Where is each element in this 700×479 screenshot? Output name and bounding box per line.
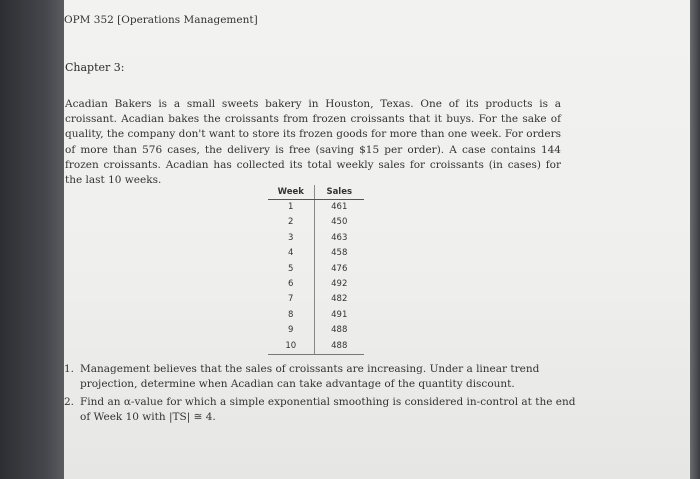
sales-cell: 488 (331, 340, 348, 351)
sales-cell: 463 (331, 232, 348, 243)
sales-cell: 492 (331, 278, 348, 289)
question-text: Find an α-value for which a simple exponential smoothing is considered in-control at the end of Week 10 with |TS| ≅ 4. (80, 396, 576, 423)
question-item (64, 362, 584, 391)
week-cell: 8 (268, 308, 315, 323)
week-cell: 2 (268, 215, 315, 230)
week-column-header: Week (268, 185, 315, 199)
problem-description: Acadian Bakers is a small sweets bakery in Houston, Texas. One of its products is a croissant. Acadian bakes the croissants from frozen croissants that it buys. For the sake of quality, the company don't want to store its frozen goods for more than one week. For orders of more than 576 cases, the delivery is free (saving $15 per order). A case contains 144 frozen croissants. Acadian has collected its total weekly sales for croissants (in cases) for the last 10 weeks. (65, 98, 561, 187)
question-text: Management believes that the sales of croissants are increasing. Under a linear trend projection, determine when Acadian can take advantage of the quantity discount. (80, 363, 540, 390)
table-row (268, 308, 364, 323)
question-list (64, 362, 584, 428)
week-cell: 9 (268, 323, 315, 338)
course-header: OPM 352 [Operations Management] (64, 14, 258, 26)
sales-cell: 461 (331, 202, 348, 212)
chapter-title: Chapter 3: (65, 61, 125, 74)
table-row (268, 231, 364, 246)
photo-background-right (690, 0, 700, 479)
table-row (268, 262, 364, 277)
question-number: 2. (64, 396, 75, 408)
week-cell: 6 (268, 277, 315, 292)
sales-cell: 488 (331, 325, 348, 336)
table-header (268, 185, 364, 200)
sales-cell: 450 (331, 217, 348, 228)
week-cell: 4 (268, 246, 315, 261)
photo-background-left (0, 0, 64, 479)
week-cell: 10 (268, 339, 315, 354)
sales-column-header: Sales (326, 187, 353, 197)
sales-cell: 476 (331, 263, 348, 274)
week-cell: 7 (268, 292, 315, 307)
table-row (268, 277, 364, 292)
week-cell: 3 (268, 231, 315, 246)
question-item (64, 395, 584, 424)
table-row (268, 215, 364, 230)
week-cell: 1 (268, 200, 315, 215)
sales-cell: 491 (331, 309, 348, 320)
sales-cell: 482 (331, 294, 348, 305)
table-row (268, 323, 364, 338)
question-number: 1. (64, 363, 75, 375)
table-row (268, 292, 364, 307)
table-row (268, 246, 364, 261)
week-cell: 5 (268, 262, 315, 277)
sales-cell: 458 (331, 248, 348, 259)
table-row (268, 200, 364, 215)
sales-table (268, 185, 364, 355)
table-row (268, 339, 364, 355)
